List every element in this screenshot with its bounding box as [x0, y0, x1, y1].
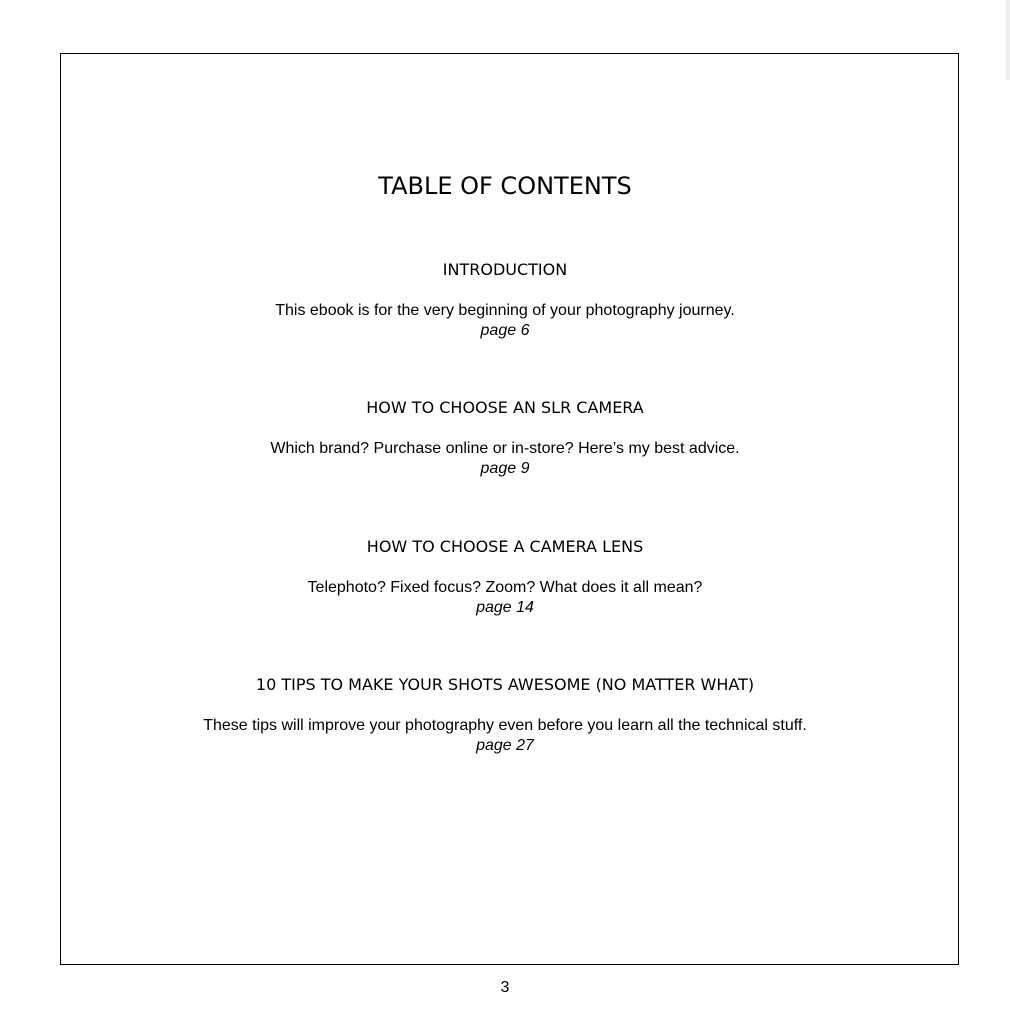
toc-entry-heading: 10 TIPS TO MAKE YOUR SHOTS AWESOME (NO MATTER WHAT)	[255, 675, 755, 694]
toc-entry-heading: HOW TO CHOOSE A CAMERA LENS	[366, 537, 644, 556]
toc-entry-ten-tips	[0, 675, 1010, 756]
toc-entry-description: Which brand? Purchase online or in-store? Here’s my best advice.	[270, 440, 740, 457]
toc-entry-page: page 14	[476, 599, 534, 616]
page-number: 3	[500, 979, 510, 996]
toc-entry-description: These tips will improve your photography even before you learn all the technical stuff.	[203, 717, 807, 734]
toc-entry-camera-lens	[0, 537, 1010, 618]
toc-entry-heading: HOW TO CHOOSE AN SLR CAMERA	[366, 398, 644, 417]
toc-entry-introduction	[0, 260, 1010, 341]
toc-entry-heading: INTRODUCTION	[442, 260, 568, 279]
toc-entry-description: Telephoto? Fixed focus? Zoom? What does it all mean?	[307, 579, 703, 596]
toc-entry-description: This ebook is for the very beginning of your photography journey.	[275, 302, 735, 319]
scrollbar-hint[interactable]	[1006, 0, 1010, 80]
toc-entry-slr-camera	[0, 398, 1010, 479]
toc-entry-page: page 9	[480, 460, 530, 477]
toc-entry-page: page 27	[476, 737, 534, 754]
toc-entry-page: page 6	[480, 322, 530, 339]
page-title: TABLE OF CONTENTS	[378, 172, 632, 200]
